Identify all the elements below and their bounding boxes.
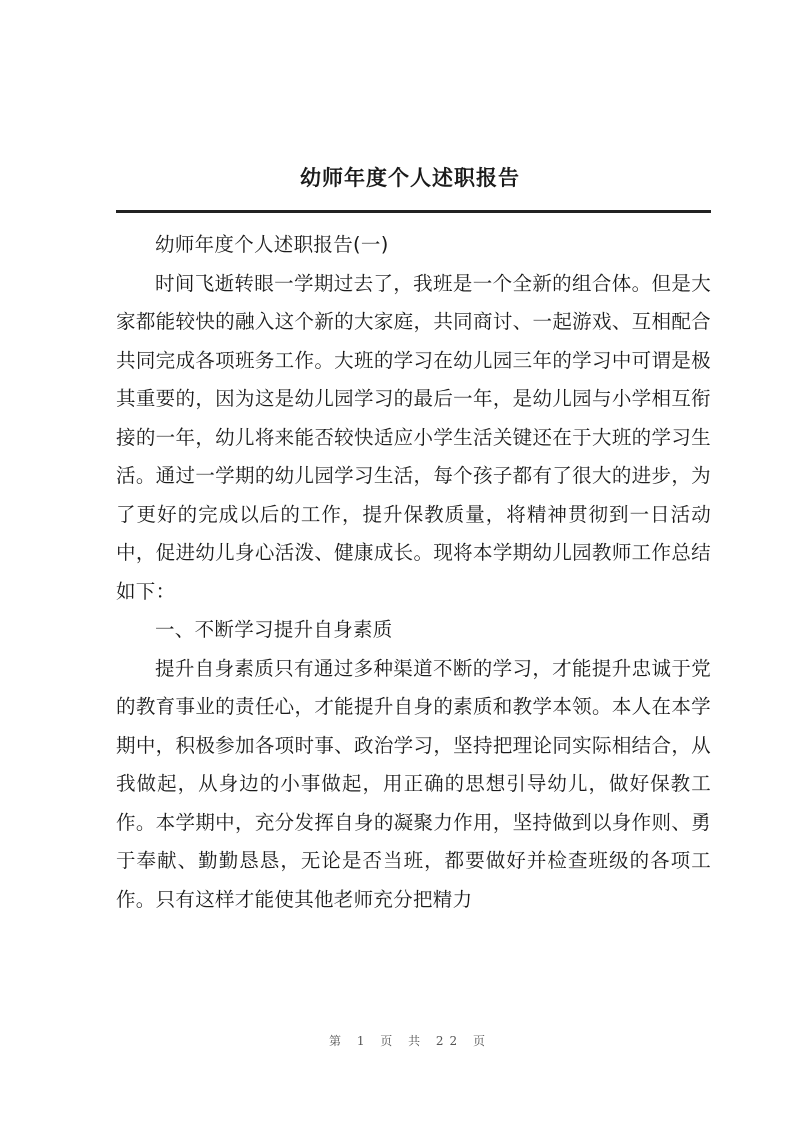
title-underline <box>116 210 711 213</box>
document-body <box>116 226 711 919</box>
document-title: 幼师年度个人述职报告 <box>300 165 520 190</box>
section-heading: 一、不断学习提升自身素质 <box>155 618 393 641</box>
report-subtitle: 幼师年度个人述职报告(一) <box>155 233 389 256</box>
page-footer: 第 1 页 共 22 页 <box>329 1034 491 1048</box>
paragraph-section-1: 提升自身素质只有通过多种渠道不断的学习，才能提升忠诚于党的教育事业的责任心，才能提升自身的素质和教学本领。本人在本学期中，积极参加各项时事、政治学习，坚持把理论同实际相结合，从我做起，从身边的小事做起，用正确的思想引导幼儿，做好保教工作。本学期中，充分发挥自身的凝聚力作用，坚持做到以身作则、勇于奉献、勤勤恳恳，无论是否当班，都要做好并检查班级的各项工作。只有这样才能使其他老师充分把精力 <box>116 656 711 911</box>
paragraph-intro: 时间飞逝转眼一学期过去了，我班是一个全新的组合体。但是大家都能较快的融入这个新的大家庭，共同商讨、一起游戏、互相配合共同完成各项班务工作。大班的学习在幼儿园三年的学习中可谓是极其重要的，因为这是幼儿园学习的最后一年，是幼儿园与小学相互衔接的一年，幼儿将来能否较快适应小学生活关键还在于大班的学习生活。通过一学期的幼儿园学习生活，每个孩子都有了很大的进步，为了更好的完成以后的工作，提升保教质量，将精神贯彻到一日活动中，促进幼儿身心活泼、健康成长。现将本学期幼儿园教师工作总结如下： <box>116 271 711 603</box>
